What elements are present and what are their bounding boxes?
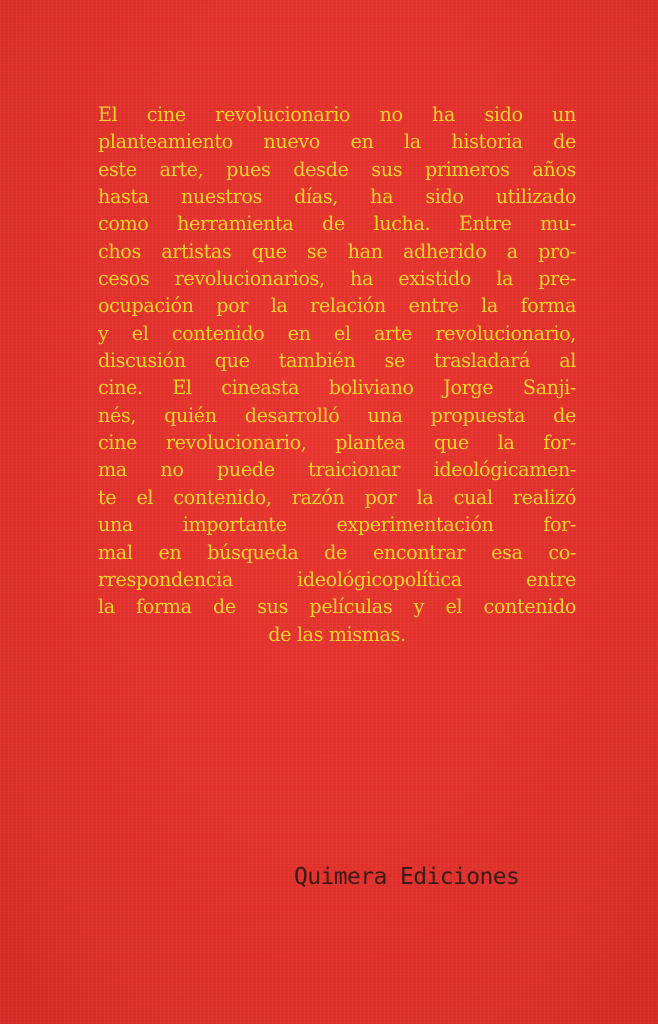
blurb-line: y el contenido en el arte revolucionario, — [98, 321, 576, 345]
blurb-line: rrespondencia ideológicopolítica entre — [98, 567, 576, 591]
blurb-line: planteamiento nuevo en la historia de — [98, 130, 576, 154]
blurb-line: mal en búsqueda de encontrar esa co- — [98, 540, 576, 564]
blurb-line: discusión que también se trasladará al — [98, 349, 576, 373]
blurb-line: cine revolucionario, plantea que la for- — [98, 431, 576, 455]
blurb-line: como herramienta de lucha. Entre mu- — [98, 212, 576, 236]
blurb-last-line: de las mismas. — [268, 622, 406, 646]
blurb-line: cine. El cineasta boliviano Jorge Sanji- — [98, 376, 576, 400]
blurb-line: una importante experimentación for- — [98, 513, 576, 537]
blurb-line: ocupación por la relación entre la forma — [98, 294, 576, 318]
blurb-line: El cine revolucionario no ha sido un — [98, 103, 576, 126]
blurb-line: ma no puede traicionar ideológicamen- — [98, 458, 576, 482]
blurb-line: te el contenido, razón por la cual realizó — [98, 485, 576, 509]
blurb-line: hasta nuestros días, ha sido utilizado — [98, 185, 576, 209]
blurb-line: cesos revolucionarios, ha existido la pre- — [98, 267, 576, 291]
back-cover-blurb — [98, 101, 576, 648]
blurb-line: la forma de sus películas y el contenido — [98, 595, 576, 619]
publisher-imprint: Quimera Ediciones — [294, 864, 520, 890]
blurb-line: chos artistas que se han adherido a pro- — [98, 239, 576, 263]
blurb-line: nés, quién desarrolló una propuesta de — [98, 403, 576, 427]
blurb-line: este arte, pues desde sus primeros años — [98, 157, 576, 181]
